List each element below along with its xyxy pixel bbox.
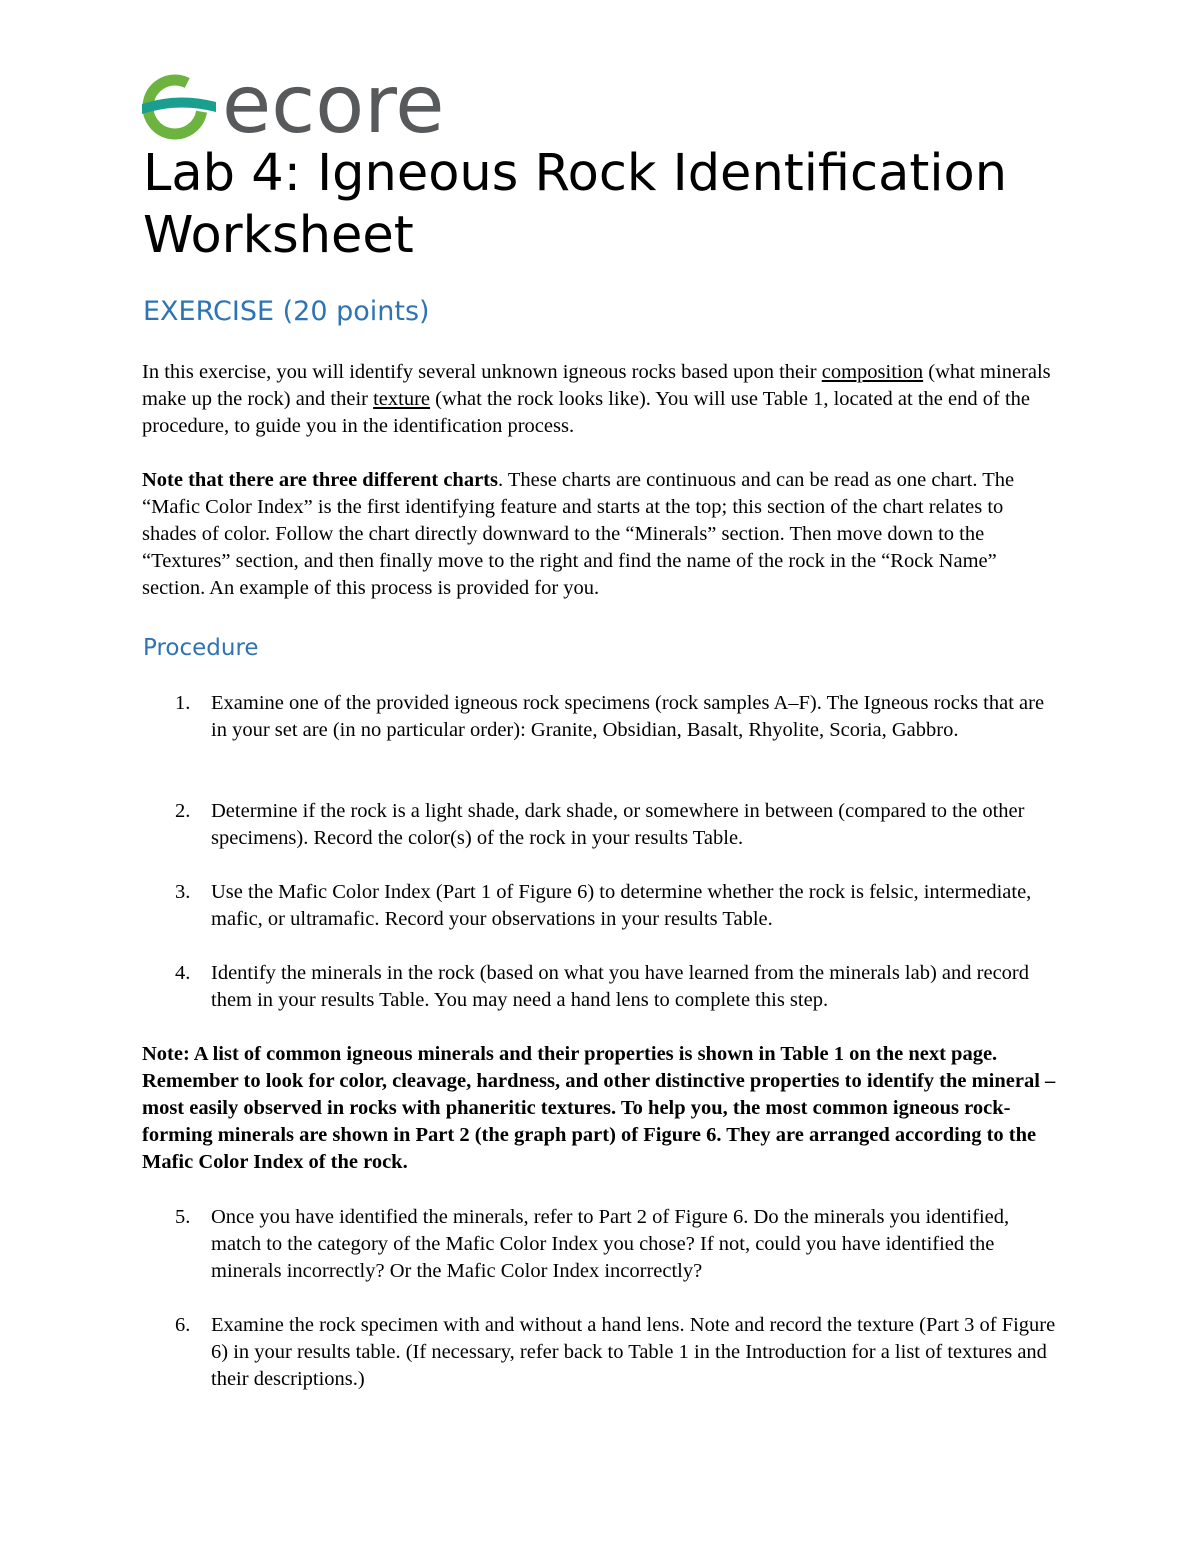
step-text: Determine if the rock is a light shade, dark shade, or somewhere in between (compared to the other specimens). Record the color(s) of the rock in your results Table. xyxy=(211,800,1025,849)
composition-term: composition xyxy=(821,361,924,383)
charts-note-bold: Note that there are three different charts xyxy=(142,469,498,491)
step-number: 1. xyxy=(175,692,191,714)
step-number: 4. xyxy=(175,962,191,984)
intro-text-2: (what minerals make up the rock) and their xyxy=(142,361,1051,410)
document-title: Lab 4: Igneous Rock Identification Worksheet xyxy=(143,144,1008,265)
step-text: Identify the minerals in the rock (based on what you have learned from the minerals lab) and record them in your results Table. You may need a hand lens to complete this step. xyxy=(211,962,1029,1011)
step-text: Once you have identified the minerals, refer to Part 2 of Figure 6. Do the minerals you identified, match to the category of the Mafic Color Index you chose? If not, could you have identified the minerals incorrectly? Or the Mafic Color Index incorrectly? xyxy=(211,1206,1010,1282)
texture-term: texture xyxy=(373,388,431,410)
logo-wordmark: ecore xyxy=(222,66,445,148)
procedure-heading: Procedure xyxy=(143,635,259,661)
intro-text-3: (what the rock looks like). You will use Table 1, located at the end of the procedure, to guide you in the identification process. xyxy=(142,388,1030,437)
step-text: Examine one of the provided igneous rock specimens (rock samples A–F). The Igneous rocks that are in your set are (in no particular order): Granite, Obsidian, Basalt, Rhyolite, Scoria, Gabbro. xyxy=(211,692,1045,741)
step-number: 6. xyxy=(175,1314,191,1336)
charts-note-text: . These charts are continuous and can be read as one chart. The “Mafic Color Index” is the first identifying feature and starts at the top; this section of the chart relates to shades of color. Follow the chart directly downward to the “Minerals” section. Then move down to the “Textures” section, and then finally move to the right and find the name of the rock in the “Rock Name” section. An example of this process is provided for you. xyxy=(142,469,1015,599)
step-text: Examine the rock specimen with and without a hand lens. Note and record the texture (Part 3 of Figure 6) in your results table. (If necessary, refer back to Table 1 in the Introduction for a list of textures and their descriptions.) xyxy=(211,1314,1056,1390)
minerals-note-paragraph: Note: A list of common igneous minerals and their properties is shown in Table 1 on the next page. Remember to look for color, cleavage, hardness, and other distinctive properties to identify the mineral – most easily observed in rocks with phaneritic textures. To help you, the most common igneous rock-forming minerals are shown in Part 2 (the graph part) of Figure 6. They are arranged according to the Mafic Color Index of the rock. xyxy=(142,1043,1056,1173)
intro-text-1: In this exercise, you will identify several unknown igneous rocks based upon their xyxy=(142,361,822,383)
step-text: Use the Mafic Color Index (Part 1 of Figure 6) to determine whether the rock is felsic, intermediate, mafic, or ultramafic. Record your observations in your results Table. xyxy=(211,881,1032,930)
step-number: 3. xyxy=(175,881,191,903)
intro-paragraph xyxy=(142,359,1062,440)
step-number: 2. xyxy=(175,800,191,822)
step-number: 5. xyxy=(175,1206,191,1228)
ecore-logo xyxy=(138,66,506,148)
charts-note-paragraph xyxy=(142,467,1062,602)
exercise-heading: EXERCISE (20 points) xyxy=(143,296,430,327)
